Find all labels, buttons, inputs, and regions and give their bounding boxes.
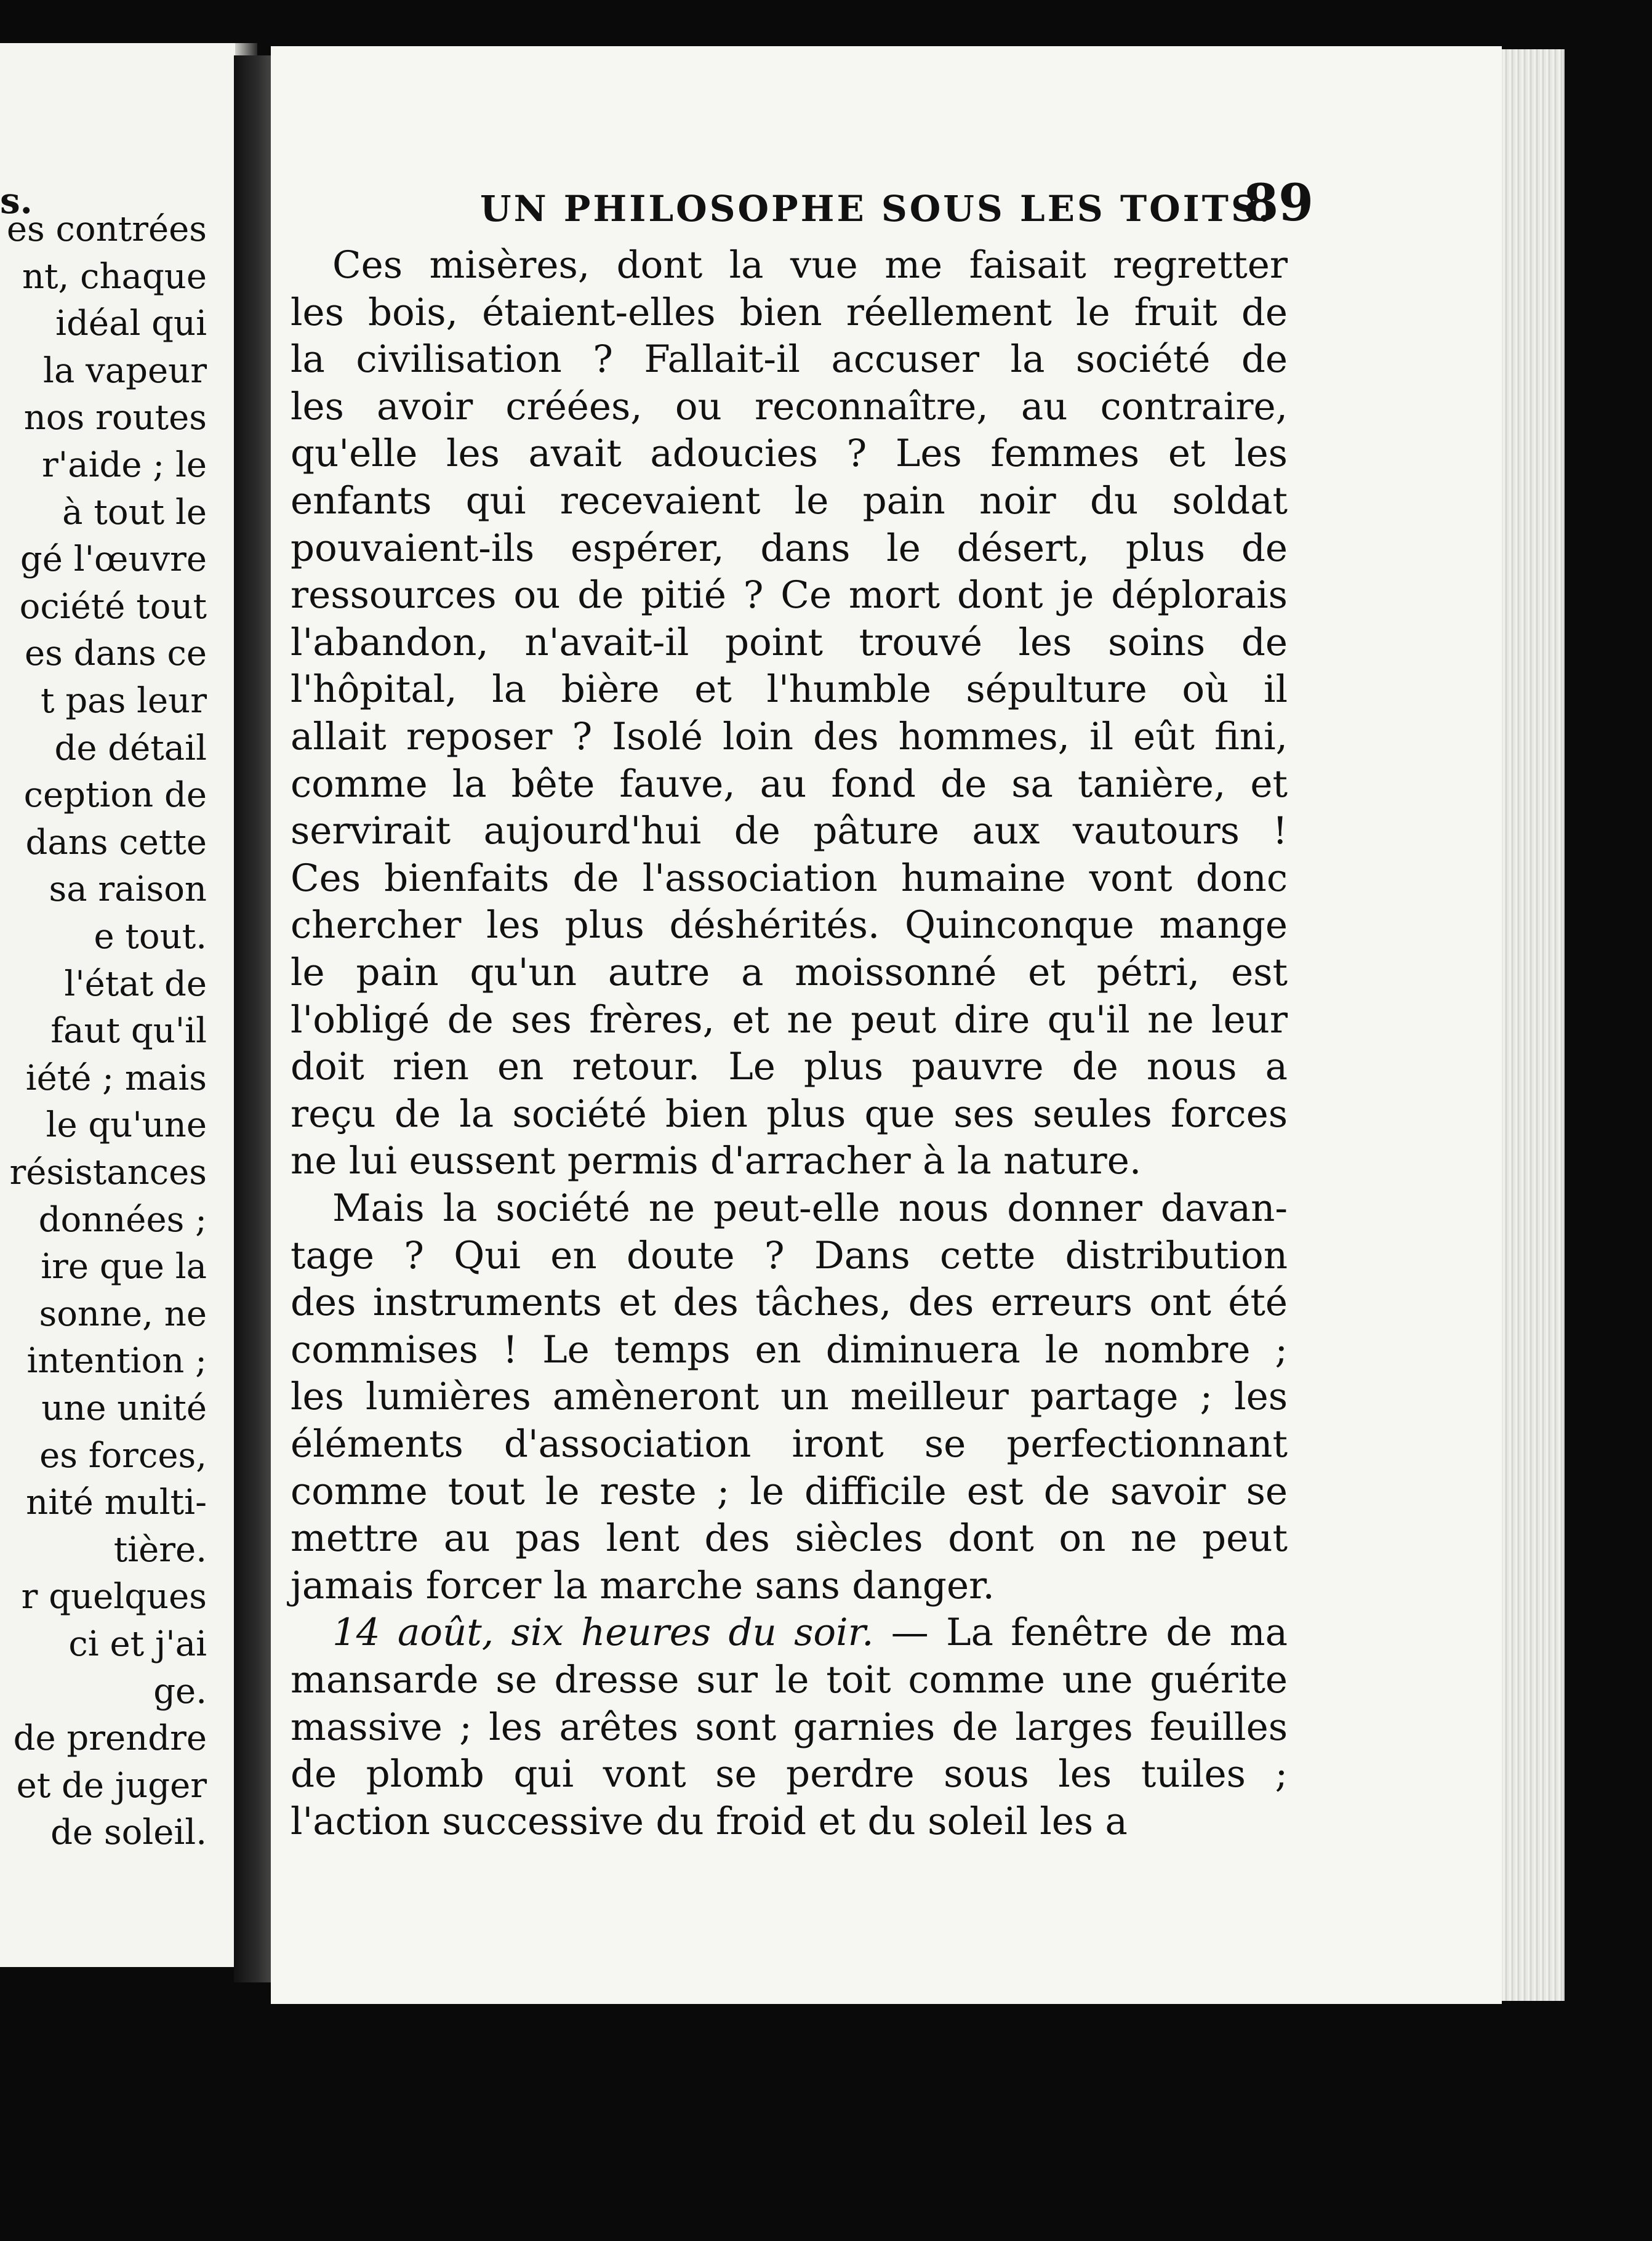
left-page-line: ge.: [153, 1671, 207, 1712]
body-line: pouvaient-ils espérer, dans le désert, plus de: [291, 526, 1288, 570]
body-line-text: — La fenêtre de ma: [891, 1611, 1288, 1655]
left-page-line: iété ; mais: [25, 1058, 207, 1098]
left-page-line: à tout le: [62, 492, 207, 533]
body-line: commises ! Le temps en diminuera le nombre ;: [291, 1327, 1288, 1372]
left-page-line: la vapeur: [43, 350, 207, 391]
body-line: comme tout le reste ; le difficile est de savoir se: [291, 1469, 1288, 1513]
body-line: allait reposer ? Isolé loin des hommes, il eût fini,: [291, 715, 1288, 758]
body-line: éléments d'association iront se perfectionnant: [291, 1422, 1288, 1466]
left-page-line: tière.: [113, 1529, 207, 1570]
body-line: ressources ou de pitié ? Ce mort dont je déplorais: [291, 573, 1288, 618]
left-page-line: intention ;: [26, 1341, 207, 1382]
body-line: mettre au pas lent des siècles dont on ne peut: [291, 1516, 1288, 1561]
body-line: l'abandon, n'avait-il point trouvé les soins de: [291, 620, 1288, 664]
left-page-line: résistances: [9, 1153, 207, 1193]
body-line: qu'elle les avait adoucies ? Les femmes et les: [291, 432, 1288, 476]
body-line: les lumières amèneront un meilleur partage ; les: [291, 1375, 1288, 1419]
body-line: servirait aujourd'hui de pâture aux vautours !: [291, 809, 1288, 853]
body-line: la civilisation ? Fallait-il accuser la société de: [291, 337, 1288, 382]
body-line: doit rien en retour. Le plus pauvre de nous a: [291, 1045, 1288, 1089]
left-page-line: l'état de: [64, 964, 207, 1004]
left-page-line: r quelques: [21, 1577, 207, 1617]
running-head: UN PHILOSOPHE SOUS LES TOITS.: [480, 188, 1273, 230]
left-page-line: nt, chaque: [22, 256, 207, 297]
left-page-line: nité multi-: [26, 1483, 207, 1523]
page-number: 89: [1243, 174, 1314, 233]
left-page-line: ception de: [23, 775, 207, 816]
left-page-line: ci et j'ai: [68, 1624, 207, 1664]
body-line: Mais la société ne peut-elle nous donner davan-: [332, 1186, 1288, 1230]
left-page-line: le qu'une: [46, 1105, 207, 1146]
body-line: massive ; les arêtes sont garnies de larges feuilles: [291, 1705, 1288, 1749]
body-line: chercher les plus déshérités. Quinconque mange: [291, 903, 1288, 947]
body-line: jamais forcer la marche sans danger.: [291, 1563, 995, 1607]
left-page-line: ociété tout: [19, 586, 207, 627]
body-line: les bois, étaient-elles bien réellement le fruit de: [291, 290, 1288, 334]
left-page-line: idéal qui: [55, 304, 207, 344]
body-line: de plomb qui vont se perdre sous les tuiles ;: [291, 1752, 1288, 1796]
left-page-line: de prendre: [13, 1718, 207, 1759]
body-line: enfants qui recevaient le pain noir du soldat: [291, 479, 1288, 523]
body-line: l'obligé de ses frères, et ne peut dire qu'il ne leur: [291, 997, 1288, 1042]
left-page-line: faut qu'il: [50, 1011, 207, 1052]
left-page-line: de détail: [54, 728, 207, 768]
left-page-line: et de juger: [16, 1765, 207, 1806]
left-page: [0, 43, 235, 1967]
dateline: 14 août, six heures du soir.: [332, 1611, 874, 1655]
left-page-line: r'aide ; le: [42, 445, 207, 485]
left-page-line: de soleil.: [50, 1813, 207, 1853]
body-line: comme la bête fauve, au fond de sa tanière, et: [291, 762, 1288, 806]
body-line: l'hôpital, la bière et l'humble sépulture où il: [291, 667, 1288, 712]
left-page-line: sa raison: [49, 869, 207, 910]
left-page-line: nos routes: [23, 398, 207, 438]
body-line: l'action successive du froid et du soleil les a: [291, 1799, 1128, 1843]
left-page-line: es dans ce: [24, 634, 207, 674]
left-page-line: gé l'œuvre: [20, 539, 207, 580]
left-page-line: sonne, ne: [39, 1294, 207, 1334]
book-gutter-shadow: [234, 55, 273, 1982]
body-line: ne lui eussent permis d'arracher à la nature.: [291, 1139, 1142, 1183]
left-page-line: es contrées: [6, 209, 207, 249]
left-page-line: données ;: [38, 1199, 207, 1240]
body-line: tage ? Qui en doute ? Dans cette distribution: [291, 1233, 1288, 1277]
body-line: des instruments et des tâches, des erreurs ont été: [291, 1281, 1288, 1325]
page-edges: [1502, 49, 1565, 2001]
body-line: mansarde se dresse sur le toit comme une guérite: [291, 1658, 1288, 1702]
body-line: les avoir créées, ou reconnaître, au contraire,: [291, 384, 1288, 428]
body-line: [332, 1609, 1288, 1656]
left-page-line: es forces,: [39, 1435, 207, 1476]
left-page-line: ire que la: [41, 1247, 207, 1287]
left-page-line: t pas leur: [41, 681, 207, 721]
left-page-line: une unité: [41, 1388, 207, 1428]
left-page-line: dans cette: [25, 822, 207, 863]
body-line: Ces bienfaits de l'association humaine vont donc: [291, 856, 1288, 900]
body-line: reçu de la société bien plus que ses seules forces: [291, 1092, 1288, 1136]
body-line: Ces misères, dont la vue me faisait regretter: [332, 243, 1288, 287]
left-page-header: s.: [0, 180, 33, 222]
left-page-line: e tout.: [94, 917, 207, 957]
body-line: le pain qu'un autre a moissonné et pétri, est: [291, 951, 1288, 994]
